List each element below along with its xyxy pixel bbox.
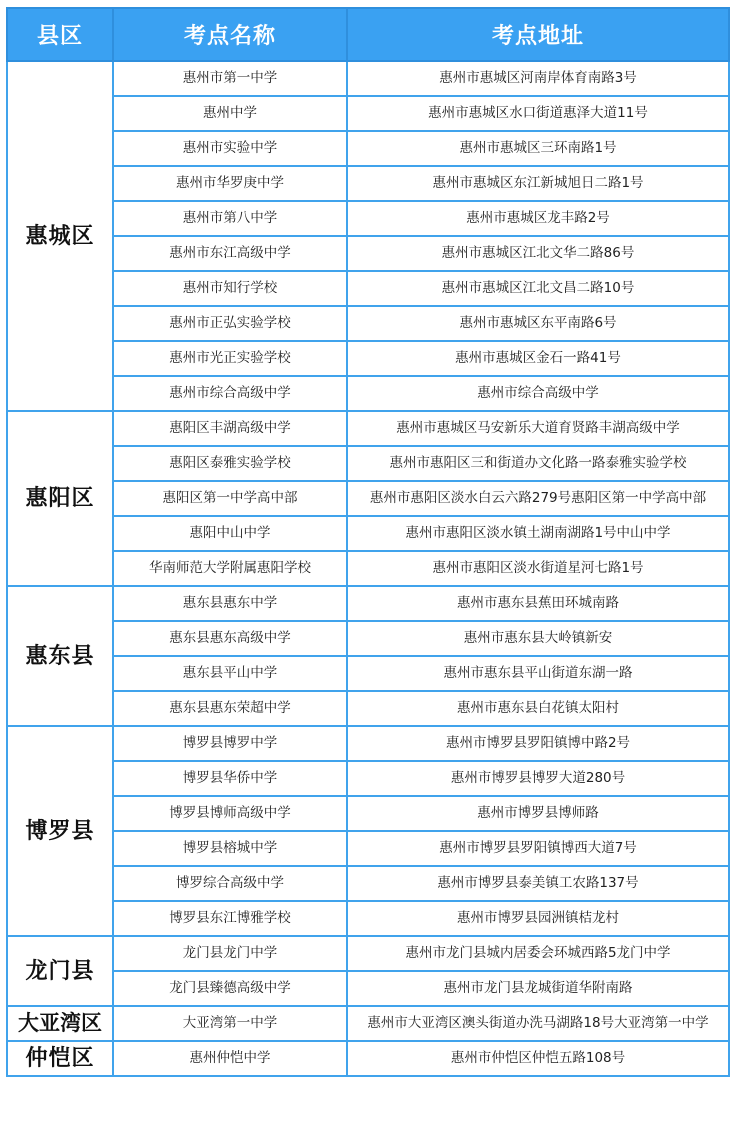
table-row [7, 831, 729, 866]
site-address-cell: 惠州市博罗县园洲镇桔龙村 [347, 901, 729, 936]
table-row [7, 481, 729, 516]
table-row [7, 96, 729, 131]
district-cell: 龙门县 [7, 936, 113, 1006]
district-cell: 惠东县 [7, 586, 113, 726]
site-name-cell: 惠州市东江高级中学 [113, 236, 347, 271]
site-address-cell: 惠州市惠东县平山街道东湖一路 [347, 656, 729, 691]
site-address-cell: 惠州市仲恺区仲恺五路108号 [347, 1041, 729, 1076]
table-row [7, 271, 729, 306]
district-cell: 大亚湾区 [7, 1006, 113, 1041]
site-address-cell: 惠州市惠城区江北文华二路86号 [347, 236, 729, 271]
site-name-cell: 博罗综合高级中学 [113, 866, 347, 901]
table-row [7, 411, 729, 446]
header-site-address: 考点地址 [347, 8, 729, 61]
site-address-cell: 惠州市惠阳区淡水镇土湖南湖路1号中山中学 [347, 516, 729, 551]
site-address-cell: 惠州市惠城区金石一路41号 [347, 341, 729, 376]
site-name-cell: 惠阳区第一中学高中部 [113, 481, 347, 516]
district-cell: 惠城区 [7, 61, 113, 411]
site-address-cell: 惠州市惠城区龙丰路2号 [347, 201, 729, 236]
site-address-cell: 惠州市博罗县罗阳镇博西大道7号 [347, 831, 729, 866]
site-name-cell: 惠州中学 [113, 96, 347, 131]
site-address-cell: 惠州市龙门县龙城街道华附南路 [347, 971, 729, 1006]
site-name-cell: 惠东县惠东高级中学 [113, 621, 347, 656]
site-name-cell: 惠州仲恺中学 [113, 1041, 347, 1076]
site-address-cell: 惠州市惠城区东平南路6号 [347, 306, 729, 341]
table-row [7, 1006, 729, 1041]
site-address-cell: 惠州市惠东县蕉田环城南路 [347, 586, 729, 621]
table-header [7, 8, 729, 61]
table-row [7, 761, 729, 796]
site-name-cell: 惠州市实验中学 [113, 131, 347, 166]
site-address-cell: 惠州市博罗县罗阳镇博中路2号 [347, 726, 729, 761]
table-row [7, 656, 729, 691]
site-name-cell: 博罗县榕城中学 [113, 831, 347, 866]
site-address-cell: 惠州市惠城区东江新城旭日二路1号 [347, 166, 729, 201]
site-name-cell: 龙门县臻德高级中学 [113, 971, 347, 1006]
site-address-cell: 惠州市惠城区三环南路1号 [347, 131, 729, 166]
site-name-cell: 博罗县博罗中学 [113, 726, 347, 761]
site-name-cell: 博罗县博师高级中学 [113, 796, 347, 831]
site-address-cell: 惠州市博罗县博罗大道280号 [347, 761, 729, 796]
table-row [7, 201, 729, 236]
site-address-cell: 惠州市惠阳区淡水白云六路279号惠阳区第一中学高中部 [347, 481, 729, 516]
site-address-cell: 惠州市惠阳区淡水街道星河七路1号 [347, 551, 729, 586]
site-name-cell: 惠州市正弘实验学校 [113, 306, 347, 341]
table-row [7, 971, 729, 1006]
site-name-cell: 华南师范大学附属惠阳学校 [113, 551, 347, 586]
site-name-cell: 惠东县惠东荣超中学 [113, 691, 347, 726]
site-name-cell: 惠州市华罗庚中学 [113, 166, 347, 201]
site-name-cell: 博罗县东江博雅学校 [113, 901, 347, 936]
site-address-cell: 惠州市惠阳区三和街道办文化路一路泰雅实验学校 [347, 446, 729, 481]
table-row [7, 621, 729, 656]
table-row [7, 61, 729, 96]
site-name-cell: 惠阳区泰雅实验学校 [113, 446, 347, 481]
site-address-cell: 惠州市综合高级中学 [347, 376, 729, 411]
site-name-cell: 惠州市第八中学 [113, 201, 347, 236]
table-row [7, 901, 729, 936]
table-row [7, 691, 729, 726]
table-row [7, 586, 729, 621]
site-address-cell: 惠州市惠城区马安新乐大道育贤路丰湖高级中学 [347, 411, 729, 446]
site-address-cell: 惠州市博罗县博师路 [347, 796, 729, 831]
table-row [7, 1041, 729, 1076]
table-row [7, 936, 729, 971]
table-row [7, 306, 729, 341]
site-name-cell: 惠东县惠东中学 [113, 586, 347, 621]
table-row [7, 551, 729, 586]
site-address-cell: 惠州市博罗县泰美镇工农路137号 [347, 866, 729, 901]
table-row [7, 341, 729, 376]
header-site-name: 考点名称 [113, 8, 347, 61]
site-address-cell: 惠州市惠城区水口街道惠泽大道11号 [347, 96, 729, 131]
table-row [7, 796, 729, 831]
table-row [7, 131, 729, 166]
table-row [7, 726, 729, 761]
header-row [7, 8, 729, 61]
site-name-cell: 惠州市知行学校 [113, 271, 347, 306]
site-name-cell: 大亚湾第一中学 [113, 1006, 347, 1041]
table-row [7, 166, 729, 201]
header-district: 县区 [7, 8, 113, 61]
site-name-cell: 博罗县华侨中学 [113, 761, 347, 796]
site-name-cell: 惠州市综合高级中学 [113, 376, 347, 411]
district-cell: 仲恺区 [7, 1041, 113, 1076]
site-address-cell: 惠州市大亚湾区澳头街道办洗马湖路18号大亚湾第一中学 [347, 1006, 729, 1041]
table-row [7, 866, 729, 901]
district-cell: 博罗县 [7, 726, 113, 936]
table-body [7, 61, 729, 1076]
site-address-cell: 惠州市龙门县城内居委会环城西路5龙门中学 [347, 936, 729, 971]
site-name-cell: 惠东县平山中学 [113, 656, 347, 691]
exam-site-table [6, 7, 730, 1077]
table-row [7, 376, 729, 411]
site-name-cell: 惠州市第一中学 [113, 61, 347, 96]
site-name-cell: 惠州市光正实验学校 [113, 341, 347, 376]
site-address-cell: 惠州市惠城区江北文昌二路10号 [347, 271, 729, 306]
site-address-cell: 惠州市惠城区河南岸体育南路3号 [347, 61, 729, 96]
site-address-cell: 惠州市惠东县白花镇太阳村 [347, 691, 729, 726]
table-row [7, 446, 729, 481]
site-name-cell: 惠阳区丰湖高级中学 [113, 411, 347, 446]
site-address-cell: 惠州市惠东县大岭镇新安 [347, 621, 729, 656]
table-row [7, 516, 729, 551]
site-name-cell: 惠阳中山中学 [113, 516, 347, 551]
site-name-cell: 龙门县龙门中学 [113, 936, 347, 971]
district-cell: 惠阳区 [7, 411, 113, 586]
table-row [7, 236, 729, 271]
